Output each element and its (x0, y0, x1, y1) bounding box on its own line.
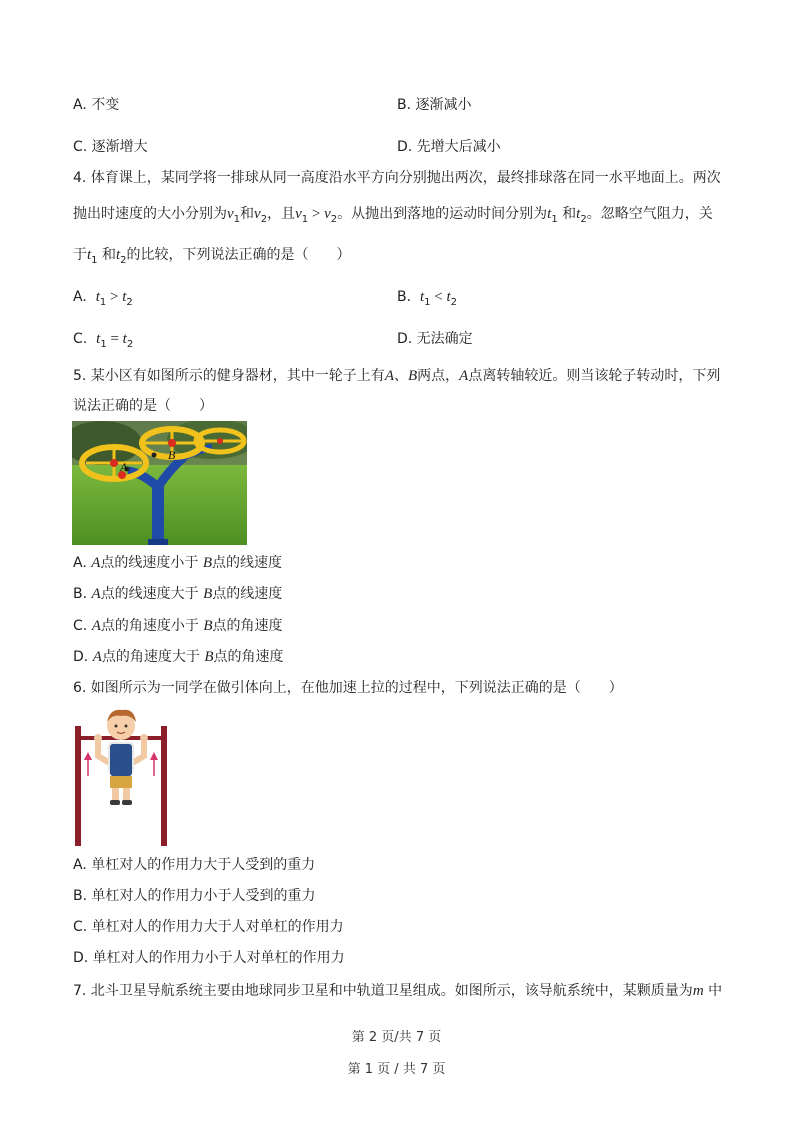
q5-stem-line2: 说法正确的是（ ） (73, 398, 213, 414)
q6-option-a: A. 单杠对人的作用力大于人受到的重力 (73, 857, 316, 873)
q4-option-b: B. $t_1 < t_2$ (397, 289, 458, 308)
q4-option-d: D. 无法确定 (397, 331, 473, 347)
outer-page-number: 第 1 页 / 共 7 页 (347, 1062, 446, 1077)
q6-option-d: D. 单杠对人的作用力小于人对单杠的作用力 (73, 950, 345, 966)
upward-arrow-right-icon (150, 752, 158, 776)
pull-up-illustration (72, 704, 172, 846)
point-b-label: B (168, 448, 176, 462)
q3-option-d: D. 先增大后减小 (397, 139, 501, 155)
q3-option-a: A. 不变 (73, 97, 120, 113)
q4-stem-line2: 抛出时速度的大小分别为$v_1$和$v_2$，且$v_1 > v_2$。从抛出到落地的运动时间分别为$t_1$ 和$t_2$。忽略空气阻力，关 (73, 206, 713, 225)
q7-stem-line1: 7. 北斗卫星导航系统主要由地球同步卫星和中轨道卫星组成。如图所示，该导航系统中，某颗质量为m 中 (73, 983, 723, 999)
q3-option-c: C. 逐渐增大 (73, 139, 148, 155)
inner-page-number: 第 2 页/共 7 页 (351, 1030, 442, 1045)
q4-option-a: A. $t_1 > t_2$ (73, 289, 133, 308)
q5-option-a: A. A点的线速度小于 B点的线速度 (73, 555, 283, 571)
q4-option-c: C. $t_1 = t_2$ (73, 331, 134, 350)
q6-option-b: B. 单杠对人的作用力小于人受到的重力 (73, 888, 316, 904)
q5-option-b: B. A点的线速度大于 B点的线速度 (73, 586, 283, 602)
q3-option-b: B. 逐渐减小 (397, 97, 472, 113)
q5-stem-line1: 5. 某小区有如图所示的健身器材，其中一轮子上有A、B两点，A点离转轴较近。则当该轮子转动时，下列 (73, 368, 721, 384)
wheel-left (82, 447, 146, 479)
q6-stem: 6. 如图所示为一同学在做引体向上，在他加速上拉的过程中，下列说法正确的是（ ） (73, 680, 623, 696)
q4-stem-line1: 4. 体育课上，某同学将一排球从同一高度沿水平方向分别抛出两次，最终排球落在同一水平地面上。两次 (73, 170, 721, 186)
upward-arrow-left-icon (84, 752, 92, 776)
q5-option-c: C. A点的角速度小于 B点的角速度 (73, 618, 283, 634)
fitness-equipment-photo (72, 421, 247, 545)
q6-option-c: C. 单杠对人的作用力大于人对单杠的作用力 (73, 919, 344, 935)
q4-stem-line3: 于$t_1$ 和$t_2$的比较，下列说法正确的是（ ） (73, 247, 351, 266)
q5-option-d: D. A点的角速度大于 B点的角速度 (73, 649, 284, 665)
point-a-label: A (120, 460, 128, 474)
